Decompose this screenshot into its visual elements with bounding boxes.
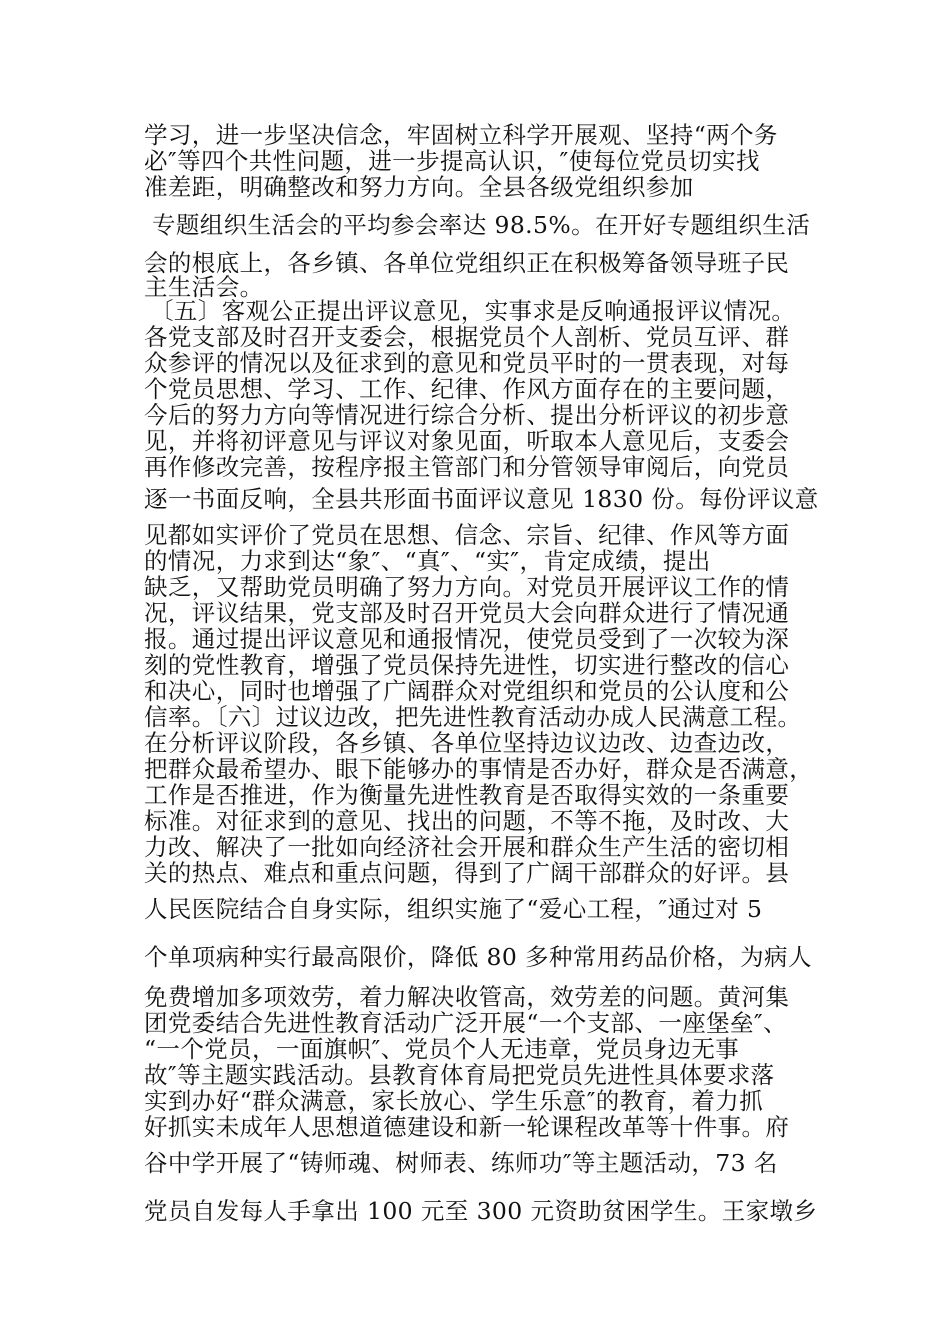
text-line: 标准。对征求到的意见、找出的问题，不等不拖，及时改、大 — [144, 807, 790, 835]
text-line: 把群众最希望办、眼下能够办的事情是否办好，群众是否满意， — [144, 755, 814, 783]
text-line: 党员自发每人手拿出 100 元至 300 元资助贫困学生。王家墩乡 — [144, 1197, 818, 1225]
text-line: 会的根底上，各乡镇、各单位党组织正在积极筹备领导班子民 — [144, 249, 790, 277]
text-line: 专题组织生活会的平均参会率达 98.5%。在开好专题组织生活 — [152, 211, 811, 239]
text-line: 况，评议结果，党支部及时召开党员大会向群众进行了情况通 — [144, 599, 790, 627]
text-line: 今后的努力方向等情况进行综合分析、提出分析评议的初步意 — [144, 401, 790, 429]
text-line: 力改、解决了一批如向经济社会开展和群众生产生活的密切相 — [144, 833, 790, 861]
text-line: 谷中学开展了“铸师魂、树师表、练师功″等主题活动，73 名 — [144, 1149, 778, 1177]
text-line: 故″等主题实践活动。县教育体育局把党员先进性具体要求落 — [144, 1061, 775, 1089]
text-line: 免费增加多项效劳，着力解决收管高，效劳差的问题。黄河集 — [144, 983, 790, 1011]
text-line: 学习，进一步坚决信念，牢固树立科学开展观、坚持“两个务 — [144, 121, 778, 149]
text-line: 主生活会。 — [144, 273, 264, 301]
text-line: 刻的党性教育，增强了党员保持先进性，切实进行整改的信心 — [144, 651, 790, 679]
text-line: “一个党员，一面旗帜″、党员个人无违章，党员身边无事 — [144, 1035, 740, 1063]
text-line: 在分析评议阶段，各乡镇、各单位坚持边议边改、边查边改， — [144, 729, 790, 757]
text-line: 人民医院结合自身实际，组织实施了“爱心工程，″通过对 5 — [144, 895, 763, 923]
text-line: 再作修改完善，按程序报主管部门和分管领导审阅后，向党员 — [144, 453, 790, 481]
text-line: 关的热点、难点和重点问题，得到了广阔干部群众的好评。县 — [144, 859, 790, 887]
text-line: 和决心，同时也增强了广阔群众对党组织和党员的公认度和公 — [144, 677, 790, 705]
text-line: 实到办好“群众满意，家长放心、学生乐意″的教育，着力抓 — [144, 1087, 764, 1115]
text-line: 见，并将初评意见与评议对象见面，听取本人意见后，支委会 — [144, 427, 790, 455]
text-line: 个单项病种实行最高限价，降低 80 多种常用药品价格，为病人 — [144, 943, 812, 971]
text-line: 见都如实评价了党员在思想、信念、宗旨、纪律、作风等方面 — [144, 521, 790, 549]
text-line: 好抓实未成年人思想道德建设和新一轮课程改革等十件事。府 — [144, 1113, 790, 1141]
text-line: 报。通过提出评议意见和通报情况，使党员受到了一次较为深 — [144, 625, 790, 653]
text-line: 的情况，力求到达“象″、“真″、“实″，肯定成绩，提出 — [144, 547, 711, 575]
text-line: 缺乏，又帮助党员明确了努力方向。对党员开展评议工作的情 — [144, 573, 790, 601]
text-line: 〔五〕客观公正提出评议意见，实事求是反响通报评议情况。 — [150, 297, 796, 325]
text-line: 个党员思想、学习、工作、纪律、作风方面存在的主要问题， — [144, 375, 790, 403]
text-line: 工作是否推进，作为衡量先进性教育是否取得实效的一条重要 — [144, 781, 790, 809]
text-line: 各党支部及时召开支委会，根据党员个人剖析、党员互评、群 — [144, 323, 790, 351]
text-line: 众参评的情况以及征求到的意见和党员平时的一贯表现，对每 — [144, 349, 790, 377]
text-line: 必″等四个共性问题，进一步提高认识，″使每位党员切实找 — [144, 147, 760, 175]
text-line: 信率。〔六〕过议边改，把先进性教育活动办成人民满意工程。 — [144, 703, 802, 731]
text-line: 团党委结合先进性教育活动广泛开展“一个支部、一座堡垒″、 — [144, 1009, 787, 1037]
text-line: 逐一书面反响，全县共形面书面评议意见 1830 份。每份评议意 — [144, 485, 819, 513]
text-line: 准差距，明确整改和努力方向。全县各级党组织参加 — [144, 173, 694, 201]
